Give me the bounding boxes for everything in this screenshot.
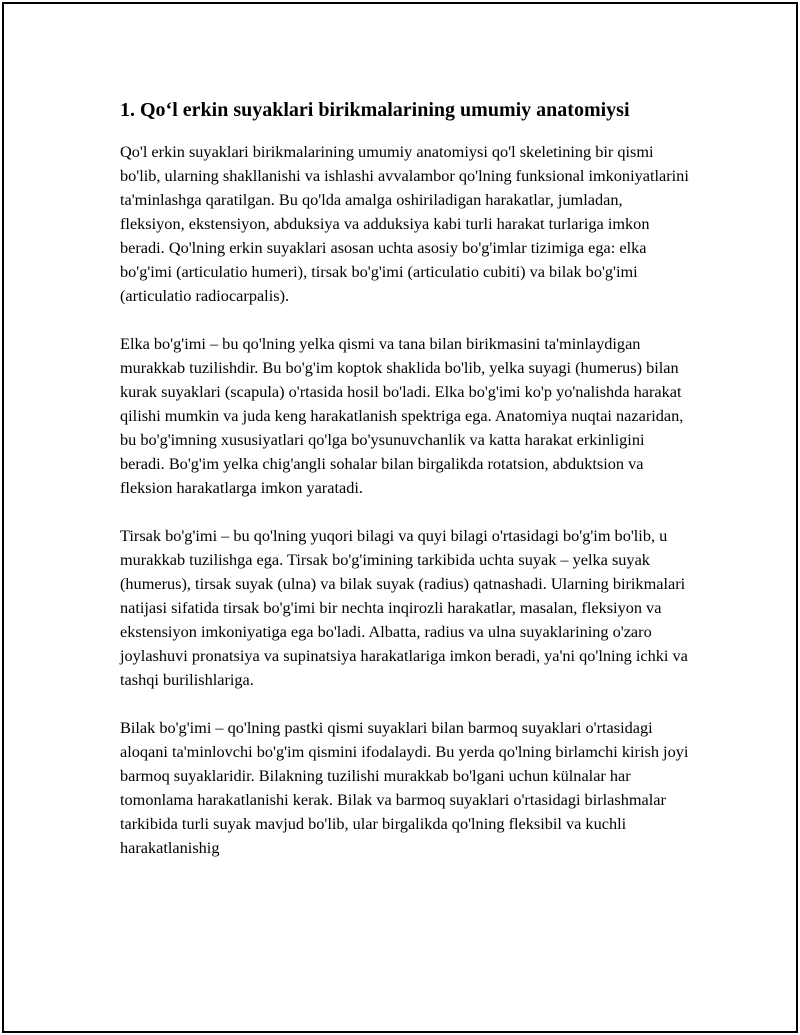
paragraph-elbow-joint: Tirsak bo'g'imi – bu qo'lning yuqori bilagi va quyi bilagi o'rtasidagi bo'g'im bo'lib, u murakkab tuzilishga ega. Tirsak bo'g'imining tarkibida uchta suyak – yelka suyak (humerus), tirsak suyak (ulna) va bilak suyak (radius) qatnashadi. Ularning birikmalari natijasi sifatida tirsak bo'g'imi bir nechta inqirozli harakatlar, masalan, fleksiyon va ekstensiyon imkoniyatiga ega bo'ladi. Albatta, radius va ulna suyaklarining o'zaro joylashuvi pronatsiya va supinatsiya harakatlariga imkon beradi, ya'ni qo'lning ichki va tashqi burilishlariga. <box>120 526 688 689</box>
section-heading: 1. Qo‘l erkin suyaklari birikmalarining umumiy anatomiysi <box>120 99 630 121</box>
page-frame <box>2 2 798 1033</box>
paragraph-wrist-joint: Bilak bo'g'imi – qo'lning pastki qismi suyaklari bilan barmoq suyaklari o'rtasidagi aloqani ta'minlovchi bo'g'im qismini ifodalaydi. Bu yerda qo'lning birlamchi kirish joyi barmoq suyaklaridir. Bilakning tuzilishi murakkab bo'lgani uchun külnalar har tomonlama harakatlanishi kerak. Bilak va barmoq suyaklari o'rtasidagi birlashmalar tarkibida turli suyak mavjud bo'lib, ular birgalikda qo'lning fleksibil va kuchli harakatlanishig <box>120 718 689 857</box>
paragraph-shoulder-joint: Elka bo'g'imi – bu qo'lning yelka qismi va tana bilan birikmasini ta'minlaydigan murakkab tuzilishdir. Bu bo'g'im koptok shaklida bo'lib, yelka suyagi (humerus) bilan kurak suyaklari (scapula) o'rtasida hosil bo'ladi. Elka bo'g'imi ko'p yo'nalishda harakat qilishi mumkin va juda keng harakatlanish spektriga ega. Anatomiya nuqtai nazaridan, bu bo'g'imning xususiyatlari qo'lga bo'ysunuvchanlik va katta harakat erkinligini beradi. Bo'g'im yelka chig'angli sohalar bilan birgalikda rotatsion, abduktsion va fleksion harakatlarga imkon yaratadi. <box>120 334 684 497</box>
document-body <box>120 96 690 884</box>
paragraph-intro: Qo'l erkin suyaklari birikmalarining umumiy anatomiysi qo'l skeletining bir qismi bo'lib, ularning shakllanishi va ishlashi avvalambor qo'lning funksional imkoniyatlarini ta'minlashga qaratilgan. Bu qo'lda amalga oshiriladigan harakatlar, jumladan, fleksiyon, ekstensiyon, abduksiya va adduksiya kabi turli harakat turlariga imkon beradi. Qo'lning erkin suyaklari asosan uchta asosiy bo'g'imlar tizimiga ega: elka bo'g'imi (articulatio humeri), tirsak bo'g'imi (articulatio cubiti) va bilak bo'g'imi (articulatio radiocarpalis). <box>120 142 689 305</box>
